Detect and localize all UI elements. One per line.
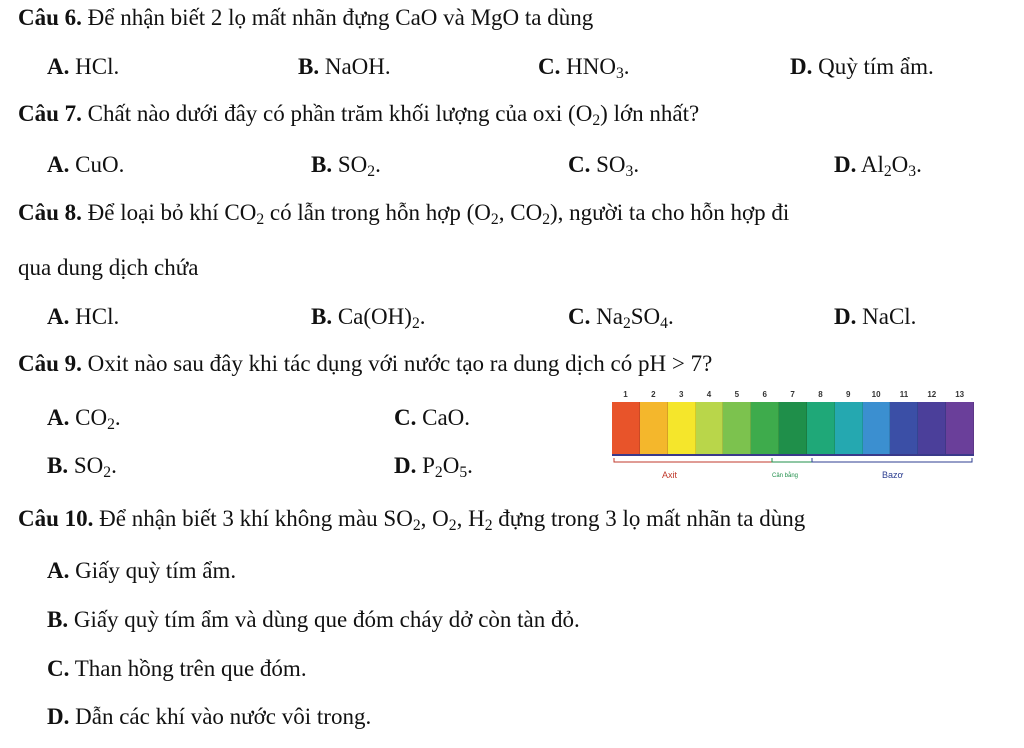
ph-color-cell — [640, 402, 668, 454]
question-8-text: , CO — [498, 200, 543, 225]
question-9 — [18, 350, 712, 378]
option-text: SO — [596, 152, 626, 177]
subscript: 2 — [256, 210, 265, 228]
q9-option-b[interactable] — [47, 452, 117, 480]
option-label: B. — [311, 152, 333, 177]
option-text-end: . — [916, 152, 922, 177]
option-text: Giấy quỳ tím ẩm và dùng que đóm cháy dở còn tàn đỏ. — [68, 607, 580, 632]
ph-scale-brackets — [612, 456, 974, 468]
ph-number: 13 — [955, 390, 965, 399]
ph-scale-numbers — [612, 390, 974, 402]
question-10-text: đựng trong 3 lọ mất nhãn ta dùng — [492, 506, 806, 531]
ph-color-cell — [668, 402, 696, 454]
subscript: 2 — [883, 162, 892, 180]
option-text: NaCl. — [862, 304, 917, 329]
ph-number: 2 — [651, 390, 656, 399]
q6-option-a[interactable] — [47, 53, 119, 81]
option-text: CuO. — [75, 152, 125, 177]
question-8-text: có lẫn trong hỗn hợp (O — [264, 200, 491, 225]
ph-number: 12 — [927, 390, 937, 399]
question-6 — [18, 4, 593, 32]
option-label: D. — [834, 152, 857, 177]
option-text-end: . — [633, 152, 640, 177]
option-text-end: . — [114, 405, 121, 430]
ph-number: 9 — [846, 390, 851, 399]
question-7 — [18, 100, 699, 128]
option-text: HCl. — [75, 54, 120, 79]
subscript: 2 — [367, 162, 376, 180]
q10-option-c[interactable] — [47, 655, 307, 683]
question-8-text: Để loại bỏ khí CO — [81, 200, 257, 225]
option-text-end: . — [375, 152, 381, 177]
q8-option-a[interactable] — [47, 303, 119, 331]
option-label: D. — [790, 54, 813, 79]
option-text: Dẫn các khí vào nước vôi trong. — [69, 704, 372, 729]
option-label: B. — [47, 607, 69, 632]
subscript: 3 — [615, 64, 624, 82]
subscript: 2 — [412, 516, 421, 534]
option-label: D. — [394, 453, 417, 478]
ph-color-cell — [612, 402, 640, 454]
question-10-number: Câu 10. — [18, 506, 94, 531]
question-10-text: Để nhận biết 3 khí không màu SO — [93, 506, 413, 531]
ph-color-cell — [723, 402, 751, 454]
subscript: 2 — [484, 516, 493, 534]
question-8-line-2: qua dung dịch chứa — [18, 255, 199, 280]
subscript: 2 — [622, 314, 631, 332]
question-6-number: Câu 6. — [18, 5, 82, 30]
ph-number: 5 — [734, 390, 740, 399]
subscript: 5 — [459, 463, 468, 481]
option-text: HCl. — [75, 304, 120, 329]
option-text: Giấy quỳ tím ẩm. — [69, 558, 237, 583]
option-label: A. — [47, 54, 70, 79]
option-text: Al — [860, 152, 884, 177]
subscript: 2 — [490, 210, 499, 228]
ph-color-cell — [751, 402, 779, 454]
option-text: SO — [630, 304, 661, 329]
option-label: C. — [538, 54, 561, 79]
q6-option-b[interactable] — [298, 53, 391, 81]
option-text: NaOH. — [324, 54, 391, 79]
q9-option-c[interactable] — [394, 404, 470, 432]
q8-option-b[interactable] — [311, 303, 426, 331]
ph-color-cell — [835, 402, 863, 454]
option-text: O — [442, 453, 460, 478]
option-label: B. — [311, 304, 333, 329]
question-8-number: Câu 8. — [18, 200, 82, 225]
option-text: CaO. — [422, 405, 471, 430]
option-text: HNO — [566, 54, 616, 79]
option-text: O — [891, 152, 909, 177]
ph-color-cell — [696, 402, 724, 454]
option-text-end: . — [623, 54, 630, 79]
ph-number: 1 — [623, 390, 628, 399]
q10-option-a[interactable] — [47, 557, 236, 585]
subscript: 2 — [542, 210, 550, 228]
option-text: Na — [596, 304, 623, 329]
question-6-text: Để nhận biết 2 lọ mất nhãn đựng CaO và MgO ta dùng — [81, 5, 594, 30]
option-label: A. — [47, 304, 70, 329]
question-8-text: ), người ta cho hỗn hợp đi — [550, 200, 790, 225]
option-text-end: . — [667, 304, 674, 329]
option-text: P — [422, 453, 435, 478]
option-label: B. — [47, 453, 69, 478]
option-label: B. — [298, 54, 320, 79]
option-text: SO — [337, 152, 368, 177]
subscript: 3 — [625, 162, 634, 180]
option-text-end: . — [467, 453, 473, 478]
ph-color-cell — [890, 402, 918, 454]
subscript: 3 — [908, 162, 917, 180]
option-label: C. — [568, 304, 591, 329]
ph-color-cell — [779, 402, 807, 454]
subscript: 2 — [107, 415, 115, 433]
q9-option-a[interactable] — [47, 404, 121, 432]
ph-number: 10 — [871, 390, 881, 399]
option-text: CO — [75, 405, 108, 430]
q7-option-c[interactable] — [568, 151, 639, 179]
subscript: 2 — [448, 516, 457, 534]
subscript: 2 — [103, 463, 112, 481]
option-label: C. — [47, 656, 70, 681]
subscript: 2 — [411, 314, 420, 332]
option-label: A. — [47, 558, 70, 583]
ph-neutral-label: Cân bằng — [772, 473, 799, 479]
option-text-end: . — [419, 304, 426, 329]
q7-option-d[interactable] — [834, 151, 922, 179]
ph-scale-bar — [612, 402, 974, 456]
option-label: A. — [47, 405, 70, 430]
question-10-text: , H — [456, 506, 485, 531]
question-7-text-end: ) lớn nhất? — [600, 101, 700, 126]
q6-option-c[interactable] — [538, 53, 630, 81]
subscript: 2 — [592, 111, 601, 129]
subscript: 2 — [434, 463, 443, 481]
question-9-text: Oxit nào sau đây khi tác dụng với nước tạo ra dung dịch có pH > 7? — [81, 351, 713, 376]
option-text: Ca(OH) — [337, 304, 412, 329]
ph-number: 8 — [818, 390, 823, 399]
question-8 — [18, 199, 789, 227]
option-text: SO — [73, 453, 104, 478]
q6-option-d[interactable] — [790, 53, 934, 81]
option-label: C. — [568, 152, 591, 177]
question-9-number: Câu 9. — [18, 351, 82, 376]
option-text: Than hồng trên que đóm. — [69, 656, 307, 681]
ph-number: 6 — [762, 390, 767, 399]
q7-option-b[interactable] — [311, 151, 381, 179]
option-label: C. — [394, 405, 417, 430]
question-10-text: , O — [420, 506, 449, 531]
q9-option-d[interactable] — [394, 452, 473, 480]
q8-option-d[interactable] — [834, 303, 916, 331]
ph-color-cell — [863, 402, 891, 454]
ph-color-cell — [807, 402, 835, 454]
ph-acid-label: Axit — [662, 470, 678, 480]
ph-number: 3 — [678, 390, 684, 399]
subscript: 4 — [660, 314, 668, 332]
option-text-end: . — [111, 453, 117, 478]
q8-option-c[interactable] — [568, 303, 674, 331]
ph-number: 11 — [899, 390, 909, 399]
q7-option-a[interactable] — [47, 151, 124, 179]
q10-option-d[interactable] — [47, 703, 371, 731]
ph-color-cell — [946, 402, 974, 454]
ph-number: 4 — [706, 390, 712, 399]
option-label: D. — [834, 304, 857, 329]
question-7-number: Câu 7. — [18, 101, 82, 126]
q10-option-b[interactable] — [47, 606, 580, 634]
option-text: Quỳ tím ẩm. — [818, 54, 934, 79]
ph-scale-figure — [612, 390, 974, 490]
question-7-text: Chất nào dưới đây có phần trăm khối lượng của oxi (O — [81, 101, 593, 126]
ph-color-cell — [918, 402, 946, 454]
option-label: D. — [47, 704, 70, 729]
ph-base-label: Bazơ — [882, 470, 904, 480]
question-10 — [18, 505, 805, 533]
option-label: A. — [47, 152, 70, 177]
ph-number: 7 — [790, 390, 795, 399]
